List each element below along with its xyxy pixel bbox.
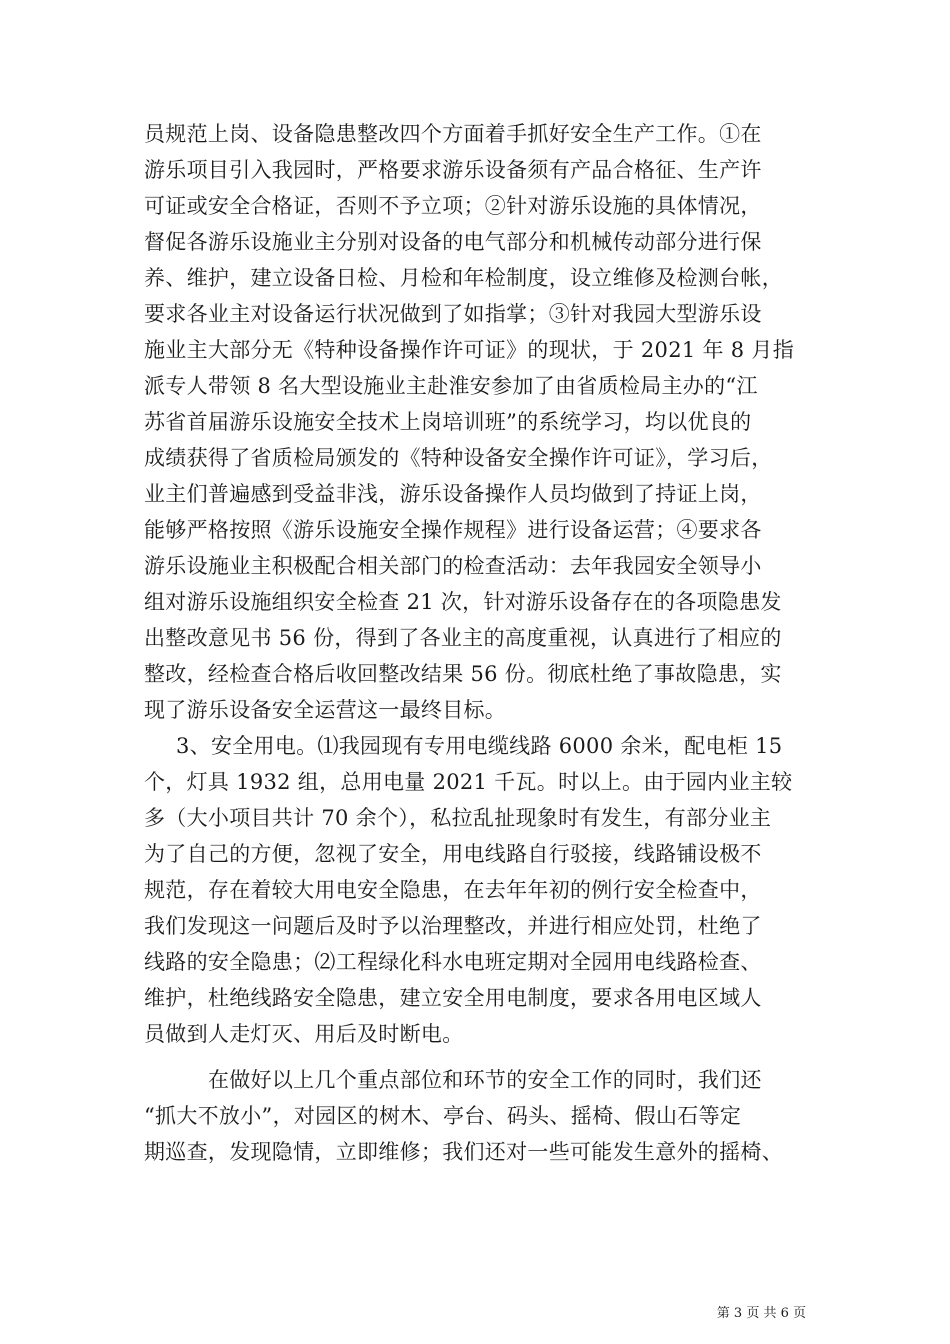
text-line: 组对游乐设施组织安全检查 21 次，针对游乐设备存在的各项隐患发 [144, 590, 782, 614]
text-line: 在做好以上几个重点部位和环节的安全工作的同时，我们还 [208, 1068, 762, 1092]
text-line: 要求各业主对设备运行状况做到了如指掌；③针对我园大型游乐设 [144, 302, 762, 326]
text-line: 业主们普遍感到受益非浅，游乐设备操作人员均做到了持证上岗， [144, 482, 762, 506]
text-line: 多（大小项目共计 70 余个），私拉乱扯现象时有发生，有部分业主 [144, 806, 772, 830]
text-line: 游乐设施业主积极配合相关部门的检查活动：去年我园安全领导小 [144, 554, 762, 578]
text-line: 员规范上岗、设备隐患整改四个方面着手抓好安全生产工作。①在 [144, 122, 762, 146]
text-line: 整改，经检查合格后收回整改结果 56 份。彻底杜绝了事故隐患，实 [144, 662, 782, 686]
text-line: 派专人带领 8 名大型设施业主赴淮安参加了由省质检局主办的“江 [144, 374, 758, 398]
text-line: 我们发现这一问题后及时予以治理整改，并进行相应处罚，杜绝了 [144, 914, 762, 938]
text-line: 督促各游乐设施业主分别对设备的电气部分和机械传动部分进行保 [144, 230, 762, 254]
text-line: 现了游乐设备安全运营这一最终目标。 [144, 698, 507, 722]
text-line: 维护，杜绝线路安全隐患，建立安全用电制度，要求各用电区域人 [144, 986, 762, 1010]
text-line: 3、安全用电。⑴我园现有专用电缆线路 6000 余米，配电柜 15 [176, 734, 783, 758]
text-line: 成绩获得了省质检局颁发的《特种设备安全操作许可证》，学习后， [144, 446, 773, 470]
text-line: 游乐项目引入我园时，严格要求游乐设备须有产品合格征、生产许 [144, 158, 762, 182]
text-line: 养、维护，建立设备日检、月检和年检制度，设立维修及检测台帐， [144, 266, 783, 290]
text-line: 施业主大部分无《特种设备操作许可证》的现状，于 2021 年 8 月指 [144, 338, 795, 362]
text-line: 可证或安全合格证，否则不予立项；②针对游乐设施的具体情况， [144, 194, 762, 218]
page-number: 第 3 页 共 6 页 [716, 1306, 806, 1321]
text-line: 为了自己的方便，忽视了安全，用电线路自行驳接，线路铺设极不 [144, 842, 762, 866]
text-line: 个，灯具 1932 组，总用电量 2021 千瓦。时以上。由于园内业主较 [144, 770, 793, 794]
text-line: 规范，存在着较大用电安全隐患，在去年年初的例行安全检查中， [144, 878, 762, 902]
text-line: “抓大不放小”，对园区的树木、亭台、码头、摇椅、假山石等定 [144, 1104, 742, 1128]
text-line: 线路的安全隐患；⑵工程绿化科水电班定期对全园用电线路检查、 [144, 950, 762, 974]
text-line: 期巡查，发现隐情，立即维修；我们还对一些可能发生意外的摇椅、 [144, 1140, 783, 1164]
text-line: 能够严格按照《游乐设施安全操作规程》进行设备运营；④要求各 [144, 518, 762, 542]
text-line: 苏省首届游乐设施安全技术上岗培训班”的系统学习，均以优良的 [144, 410, 752, 434]
text-line: 出整改意见书 56 份，得到了各业主的高度重视，认真进行了相应的 [144, 626, 782, 650]
text-line: 员做到人走灯灭、用后及时断电。 [144, 1022, 464, 1046]
